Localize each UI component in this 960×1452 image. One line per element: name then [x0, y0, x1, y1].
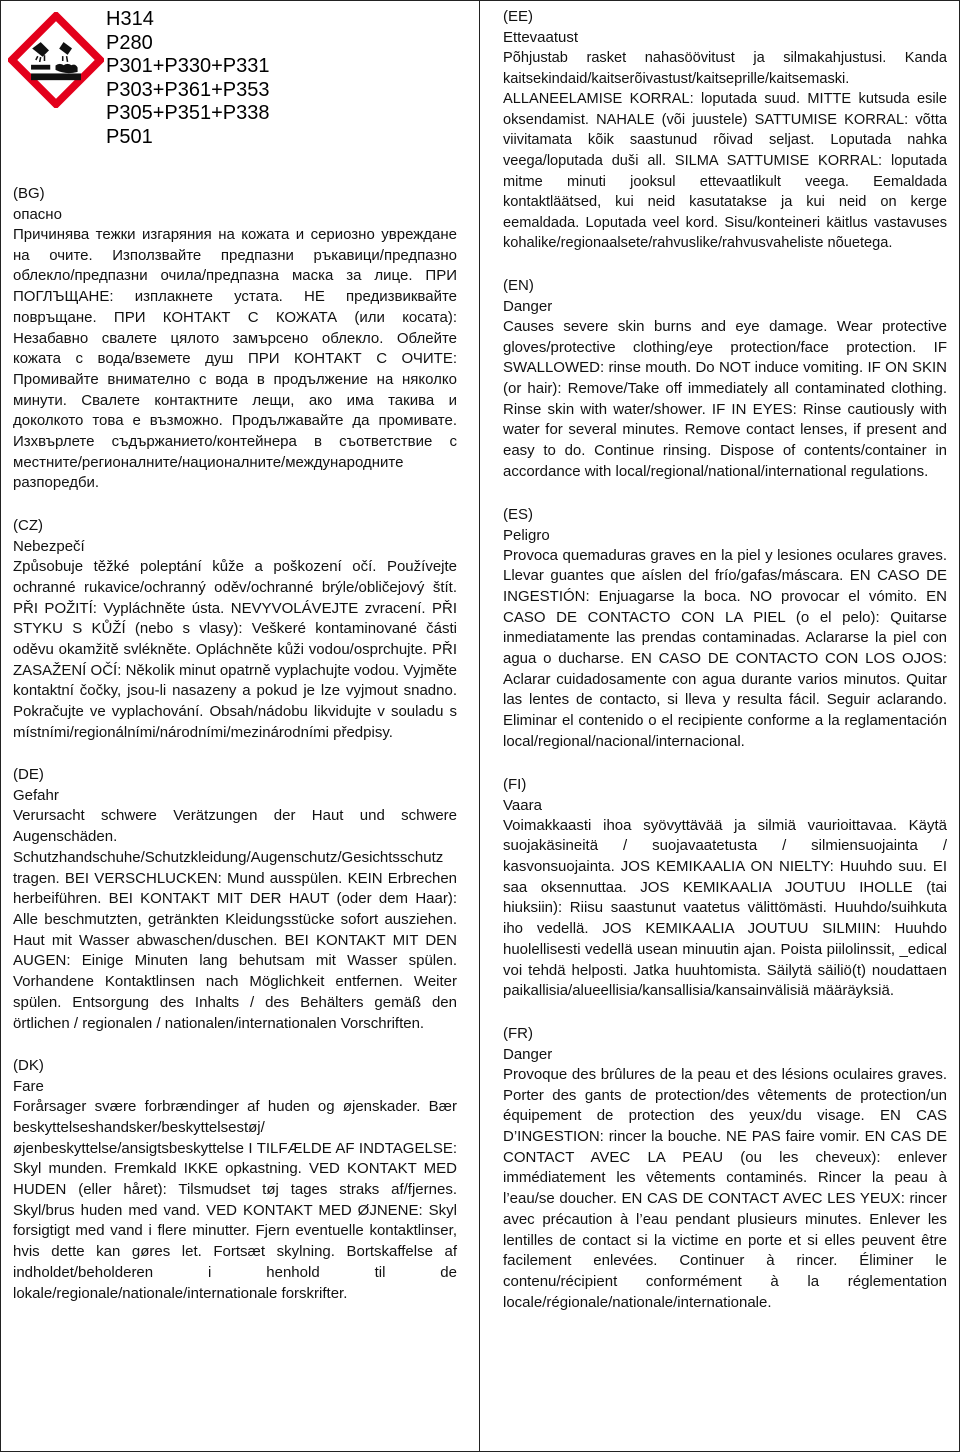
precaution-code: P280: [106, 31, 153, 54]
section-bg: [13, 183, 457, 494]
hazard-statement-text: Způsobuje těžké poleptání kůže a poškození očí. Používejte ochranné rukavice/ochranný oděv/ochranné brýle/obličejový štít. PŘI POŽITÍ: Vypláchněte ústa. NEVYVOLÁVEJTE zvracení. PŘI STYKU S KŮŽÍ (nebo s vlasy): Veškeré kontaminované části oděvu okamžitě svlékněte. Opláchněte kůži vodou/osprchujte. PŘI ZASAŽENÍ OČÍ: Několik minut opatrně vyplachujte vodou. Vyjměte kontaktní čočky, jsou-li nasazeny a pokud je lze vyjmout snadno. Pokračujte ve vyplachování. Obsah/nádobu likvidujte v souladu s místními/regionálními/národními/mezinárodními předpisy.: [13, 558, 457, 741]
section-fi: [503, 774, 947, 1002]
corrosion-icon: [8, 12, 104, 108]
section-dk: [13, 1055, 457, 1304]
language-code: (ES): [503, 505, 533, 523]
signal-word: Nebezpečí: [13, 538, 85, 556]
hazard-statement-text: Причинява тежки изгаряния на кожата и сериозно увреждане на очите. Използвайте предпазни ръкавици/предпазно облекло/предпазни очила/предпазна маска за лице. ПРИ ПОГЛЪЩАНЕ: изплакнете устата. НЕ предизвиквайте повръщане. ПРИ КОНТАКТ С КОЖАТА (или косата): Незабавно свалете цялото замърсено облекло. Облейте кожата с вода/вземете душ ПРИ КОНТАКТ С ОЧИТЕ: Промивайте внимателно с вода в продължение на няколко минути. Свалете контактните лещи, ако има такива и доколкото това е възможно. Продължавайте да промивате. Изхвърлете съдържанието/контейнера в съответствие с местните/регионалните/националните/международните разпоредби.: [13, 226, 457, 492]
signal-word: опасно: [13, 206, 62, 223]
hazard-statement-text: Causes severe skin burns and eye damage. Wear protective gloves/protective clothing/eye protection/face protection. IF SWALLOWED: rinse mouth. Do NOT induce vomiting. IF ON SKIN (or hair): Remove/Take off immediately all contaminated clothing. Rinse skin with water/shower. IF IN EYES: Rinse cautiously with water for several minutes. Remove contact lenses, if present and easy to do. Continue rinsing. Dispose of contents/container in accordance with local/regional/national/international regulations.: [503, 317, 947, 480]
section-fr: [503, 1023, 947, 1313]
hazard-statement-text: Verursacht schwere Verätzungen der Haut und schwere Augenschäden. Schutzhandschuhe/Schutzkleidung/Augenschutz/Gesichtsschutz tragen. BEI VERSCHLUCKEN: Mund ausspülen. KEIN Erbrechen herbeiführen. BEI KONTAKT MIT DER HAUT (oder dem Haar): Alle beschmutzten, getränkten Kleidungsstücke sofort ausziehen. Haut mit Wasser abwaschen/duschen. BEI KONTAKT MIT DEN AUGEN: Einige Minuten lang behutsam mit Wasser spülen. Vorhandene Kontaktlinsen nach Möglichkeit entfernen. Weiter spülen. Entsorgung des Inhalts / des Behälters gemäß den örtlichen / regionalen / nationalen/internationalen Vorschriften.: [13, 807, 457, 1032]
precaution-code: P501: [106, 125, 153, 148]
section-en: [503, 275, 947, 483]
precaution-code: P305+P351+P338: [106, 102, 270, 124]
signal-word: Danger: [503, 1045, 553, 1063]
hazard-statement-text: Forårsager svære forbrændinger af huden og øjenskader. Bær beskyttelseshandsker/beskyttelsestøj/øjenbeskyttelse/ansigtsbeskyttelse I TILFÆLDE AF INDTAGELSE: Skyl munden. Fremkald IKKE opkastning. VED KONTAKT MED HUDEN (eller håret): Tilsmudset tøj tages straks af/fjernes. Skyl/brus huden med vand. VED KONTAKT MED ØJNENE: Skyl forsigtigt med vand i flere minutter. Fjern eventuelle kontaktlinser, hvis dette kan gøres let. Fortsæt skylning. Bortskaffelse af indholdet/beholderen i henhold til de lokale/regionale/nationale/internationale forskrifter.: [13, 1098, 457, 1302]
section-cz: [13, 515, 457, 743]
hazard-statement-text: Põhjustab rasket nahasöövitust ja silmakahjustusi. Kanda kaitsekindaid/kaitserõivastust/kaitseprille/kaitsemaski. ALLANEELAMISE KORRAL: loputada suud. MITTE kutsuda esile oksendamist. NAHALE (või juustele) SATTUMISE KORRAL: võtta viivitamata kõik saastunud rõivad seljast. Loputada nahka veega/loputada duši all. SILMA SATTUMISE KORRAL: loputada mitme minuti jooksul ettevaatlikult veega. Eemaldada kontaktläätsed, kui neid kasutatakse ja kui neid on kerge eemaldada. Loputada veel kord. Sisu/konteineri käitlus vastavuses kohalike/regionaalsete/rahvuslike/rahvusvaheliste nõuetega.: [503, 50, 947, 252]
signal-word: Gefahr: [13, 787, 59, 805]
hazard-code-list: [106, 8, 270, 149]
language-code: (EE): [503, 8, 533, 25]
language-code: (FI): [503, 775, 527, 793]
section-es: [503, 504, 947, 753]
precaution-code: P301+P330+P331: [106, 55, 270, 77]
hazard-statement-text: Voimakkaasti ihoa syövyttävää ja silmiä vaurioittavaa. Käytä suojakäsineitä / suojavaatetusta / silmiensuojainta / kasvonsuojainta. JOS KEMIKAALIA ON NIELTY: Huuhdo suu. EI saa oksennuttaa. JOS KEMIKAALIA JOUTUU IHOLLE (tai hiuksiin): Riisu saastunut vaatetus välittömästi. Huuhdo/suihkuta iho vedellä. JOS KEMIKAALIA JOUTUU SILMIIN: Huuhdo huolellisesti vedellä usean minuutin ajan. Poista piilolinssit, _edical voi tehdä helposti. Jatka huuhtomista. Säilytä säiliö(t) noudattaen paikallisia/alueellisia/kansallisia/kansainvälisiä määräyksiä.: [503, 816, 947, 1000]
right-column: [503, 6, 947, 1334]
language-code: (BG): [13, 185, 45, 202]
language-code: (DK): [13, 1057, 44, 1075]
language-code: (CZ): [13, 517, 43, 535]
left-column: [13, 183, 457, 1325]
hazard-statement-text: Provoca quemaduras graves en la piel y lesiones oculares graves. Llevar guantes que aíslen del frío/gafas/máscara. EN CASO DE INGESTIÓN: Enjuagarse la boca. NO provocar el vómito. EN CASO DE CONTACTO CON LA PIEL (o el pelo): Quitarse inmediatamente las prendas contaminadas. Aclararse la piel con agua o ducharse. EN CASO DE CONTACTO CON LOS OJOS: Aclarar cuidadosamente con agua durante varios minutos. Quitar las lentes de contacto, si lleva y resulta fácil. Seguir aclarando. Eliminar el contenido o el recipiente conforme a la reglamentación local/regional/nacional/internacional.: [503, 546, 947, 750]
language-code: (EN): [503, 276, 534, 294]
language-code: (DE): [13, 766, 44, 784]
signal-word: Fare: [13, 1078, 44, 1096]
signal-word: Ettevaatust: [503, 29, 579, 46]
signal-word: Vaara: [503, 796, 542, 814]
hazard-code: H314: [106, 8, 154, 30]
section-ee: [503, 6, 947, 254]
language-code: (FR): [503, 1024, 533, 1042]
section-de: [13, 764, 457, 1034]
precaution-code: P303+P361+P353: [106, 78, 270, 101]
signal-word: Danger: [503, 297, 553, 315]
signal-word: Peligro: [503, 526, 550, 544]
column-divider: [479, 0, 480, 1452]
hazard-statement-text: Provoque des brûlures de la peau et des lésions oculaires graves. Porter des gants de protection/des vêtements de protection/un équipement de protection des yeux/du visage. EN CAS D’INGESTION: rincer la bouche. NE PAS faire vomir. EN CAS DE CONTACT AVEC LA PEAU (ou les cheveux): enlever immédiatement les vêtements contaminés. Rincer la peau à l’eau/se doucher. EN CAS DE CONTACT AVEC LES YEUX: rincer avec précaution à l’eau pendant plusieurs minutes. Enlever les lentilles de contact si la victime en porte et si elles peuvent être facilement enlevées. Continuer à rincer. Éliminer le contenu/récipient conformément à la réglementation locale/régionale/nationale/internationale.: [503, 1065, 947, 1311]
